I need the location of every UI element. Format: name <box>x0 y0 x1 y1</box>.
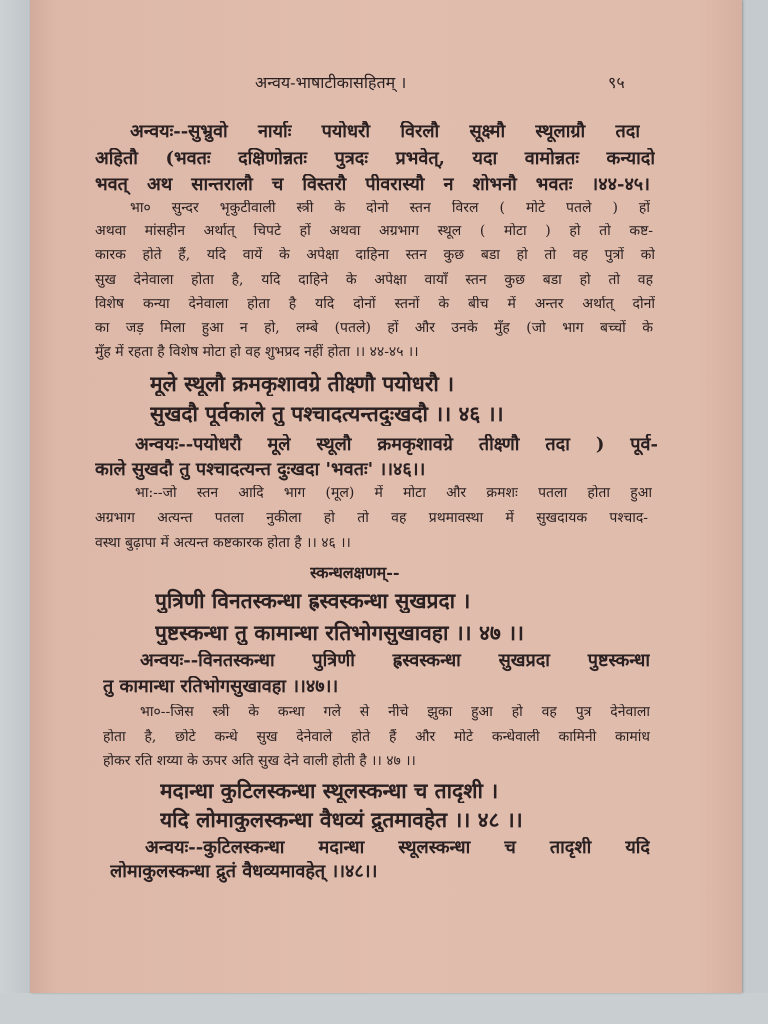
commentary-line: वस्था बुढ़ापा में अत्यन्त कष्टकारक होता है ।। ४६ ।। <box>95 535 351 551</box>
commentary-line: भा:--जो स्तन आदि भाग (मूल) में मोटा और क्रमशः पतला होता हुआ <box>135 485 652 501</box>
anvaya-line: अन्वयः--विनतस्कन्धा पुत्रिणी ह्रस्वस्कन्धा सुखप्रदा पुष्टस्कन्धा <box>140 650 650 671</box>
anvaya-line: काले सुखदौ तु पश्चादत्यन्त दुःखदा 'भवतः' ।।४६।। <box>95 459 426 480</box>
commentary-line: भा०--जिस स्त्री के कन्धा गले से नीचे झुका हुआ हो वह पुत्र देनेवाला <box>140 704 650 720</box>
verse-line: सुखदौ पूर्वकाले तु पश्चादत्यन्तदुःखदौ ।। ४६ ।। <box>150 401 504 426</box>
section-heading: स्कन्धलक्षणम्-- <box>310 563 400 582</box>
commentary-line: अग्रभाग अत्यन्त पतला नुकीला हो तो वह प्रथमावस्था में सुखदायक पश्चाद- <box>95 510 648 526</box>
commentary-line: होकर रति शय्या के ऊपर अति सुख देने वाली होती है ।। ४७ ।। <box>103 753 416 769</box>
verse-line: पुष्टस्कन्धा तु कामान्धा रतिभोगसुखावहा ।। ४७ ।। <box>155 620 525 645</box>
commentary-line: का जड़ मिला हुआ न हो, लम्बे (पतले) हों और उनके मुँह (जो भाग बच्चों के <box>95 320 653 336</box>
commentary-line: अथवा मांसहीन अर्थात् चिपटे हों अथवा अग्रभाग स्थूल ( मोटा ) हो तो कष्ट- <box>95 223 653 239</box>
anvaya-line: अन्वयः--कुटिलस्कन्धा मदान्धा स्थूलस्कन्धा च तादृशी यदि <box>145 837 650 858</box>
commentary-line: विशेष कन्या देनेवाला होता है यदि दोनों स्तनों के बीच में अन्तर अर्थात् दोनों <box>95 296 655 312</box>
anvaya-line: तु कामान्धा रतिभोगसुखावहा ।।४७।। <box>103 676 339 697</box>
anvaya-line: अन्वयः--सुभ्रुवो नार्याः पयोधरौ विरलौ सूक्ष्मौ स्थूलाग्रौ तदा <box>130 121 640 142</box>
verse-line: पुत्रिणी विनतस्कन्धा ह्रस्वस्कन्धा सुखप्रदा । <box>155 588 471 613</box>
scan-background-bottom <box>0 993 768 1024</box>
commentary-line: होता है, छोटे कन्धे सुख देनेवाले होते हैं और मोटे कन्धेवाली कामिनी कामांध <box>103 729 650 745</box>
verse-line: मदान्धा कुटिलस्कन्धा स्थूलस्कन्धा च तादृशी । <box>160 778 499 803</box>
anvaya-line: अन्वयः--पयोधरौ मूले स्थूलौ क्रमकृशावग्रे तीक्ष्णौ तदा ) पूर्व- <box>135 434 658 455</box>
commentary-line: मुँह में रहता है विशेष मोटा हो वह शुभप्रद नहीं होता ।। ४४-४५ ।। <box>95 344 419 360</box>
commentary-line: कारक होते हैं, यदि वायें के अपेक्षा दाहिना स्तन कुछ बडा हो तो वह पुत्रों को <box>95 247 655 263</box>
page-number: ९५ <box>608 73 625 92</box>
anvaya-line: अहितौ (भवतः दक्षिणोन्नतः पुत्रदः प्रभवेत्, यदा वामोन्नतः कन्यादो <box>95 148 655 169</box>
commentary-line: भा० सुन्दर भृकुटीवाली स्त्री के दोनो स्तन विरल ( मोटे पतले ) हों <box>130 200 650 216</box>
running-header: अन्वय-भाषाटीकासहितम् । <box>255 73 407 92</box>
verse-line: मूले स्थूलौ क्रमकृशावग्रे तीक्ष्णौ पयोधरौ । <box>150 371 455 396</box>
anvaya-line: भवत् अथ सान्तरालौ च विस्तरौ पीवरास्यौ न शोभनौ भवतः ।४४-४५। <box>95 174 650 195</box>
verse-line: यदि लोमाकुलस्कन्धा वैधव्यं द्रुतमावहेत ।। ४८ ।। <box>160 807 523 832</box>
commentary-line: सुख देनेवाला होता है, यदि दाहिने के अपेक्षा वायाँ स्तन कुछ बडा हो तो वह <box>95 272 653 288</box>
anvaya-line: लोमाकुलस्कन्धा द्रुतं वैधव्यमावहेत् ।।४८।। <box>110 861 378 882</box>
